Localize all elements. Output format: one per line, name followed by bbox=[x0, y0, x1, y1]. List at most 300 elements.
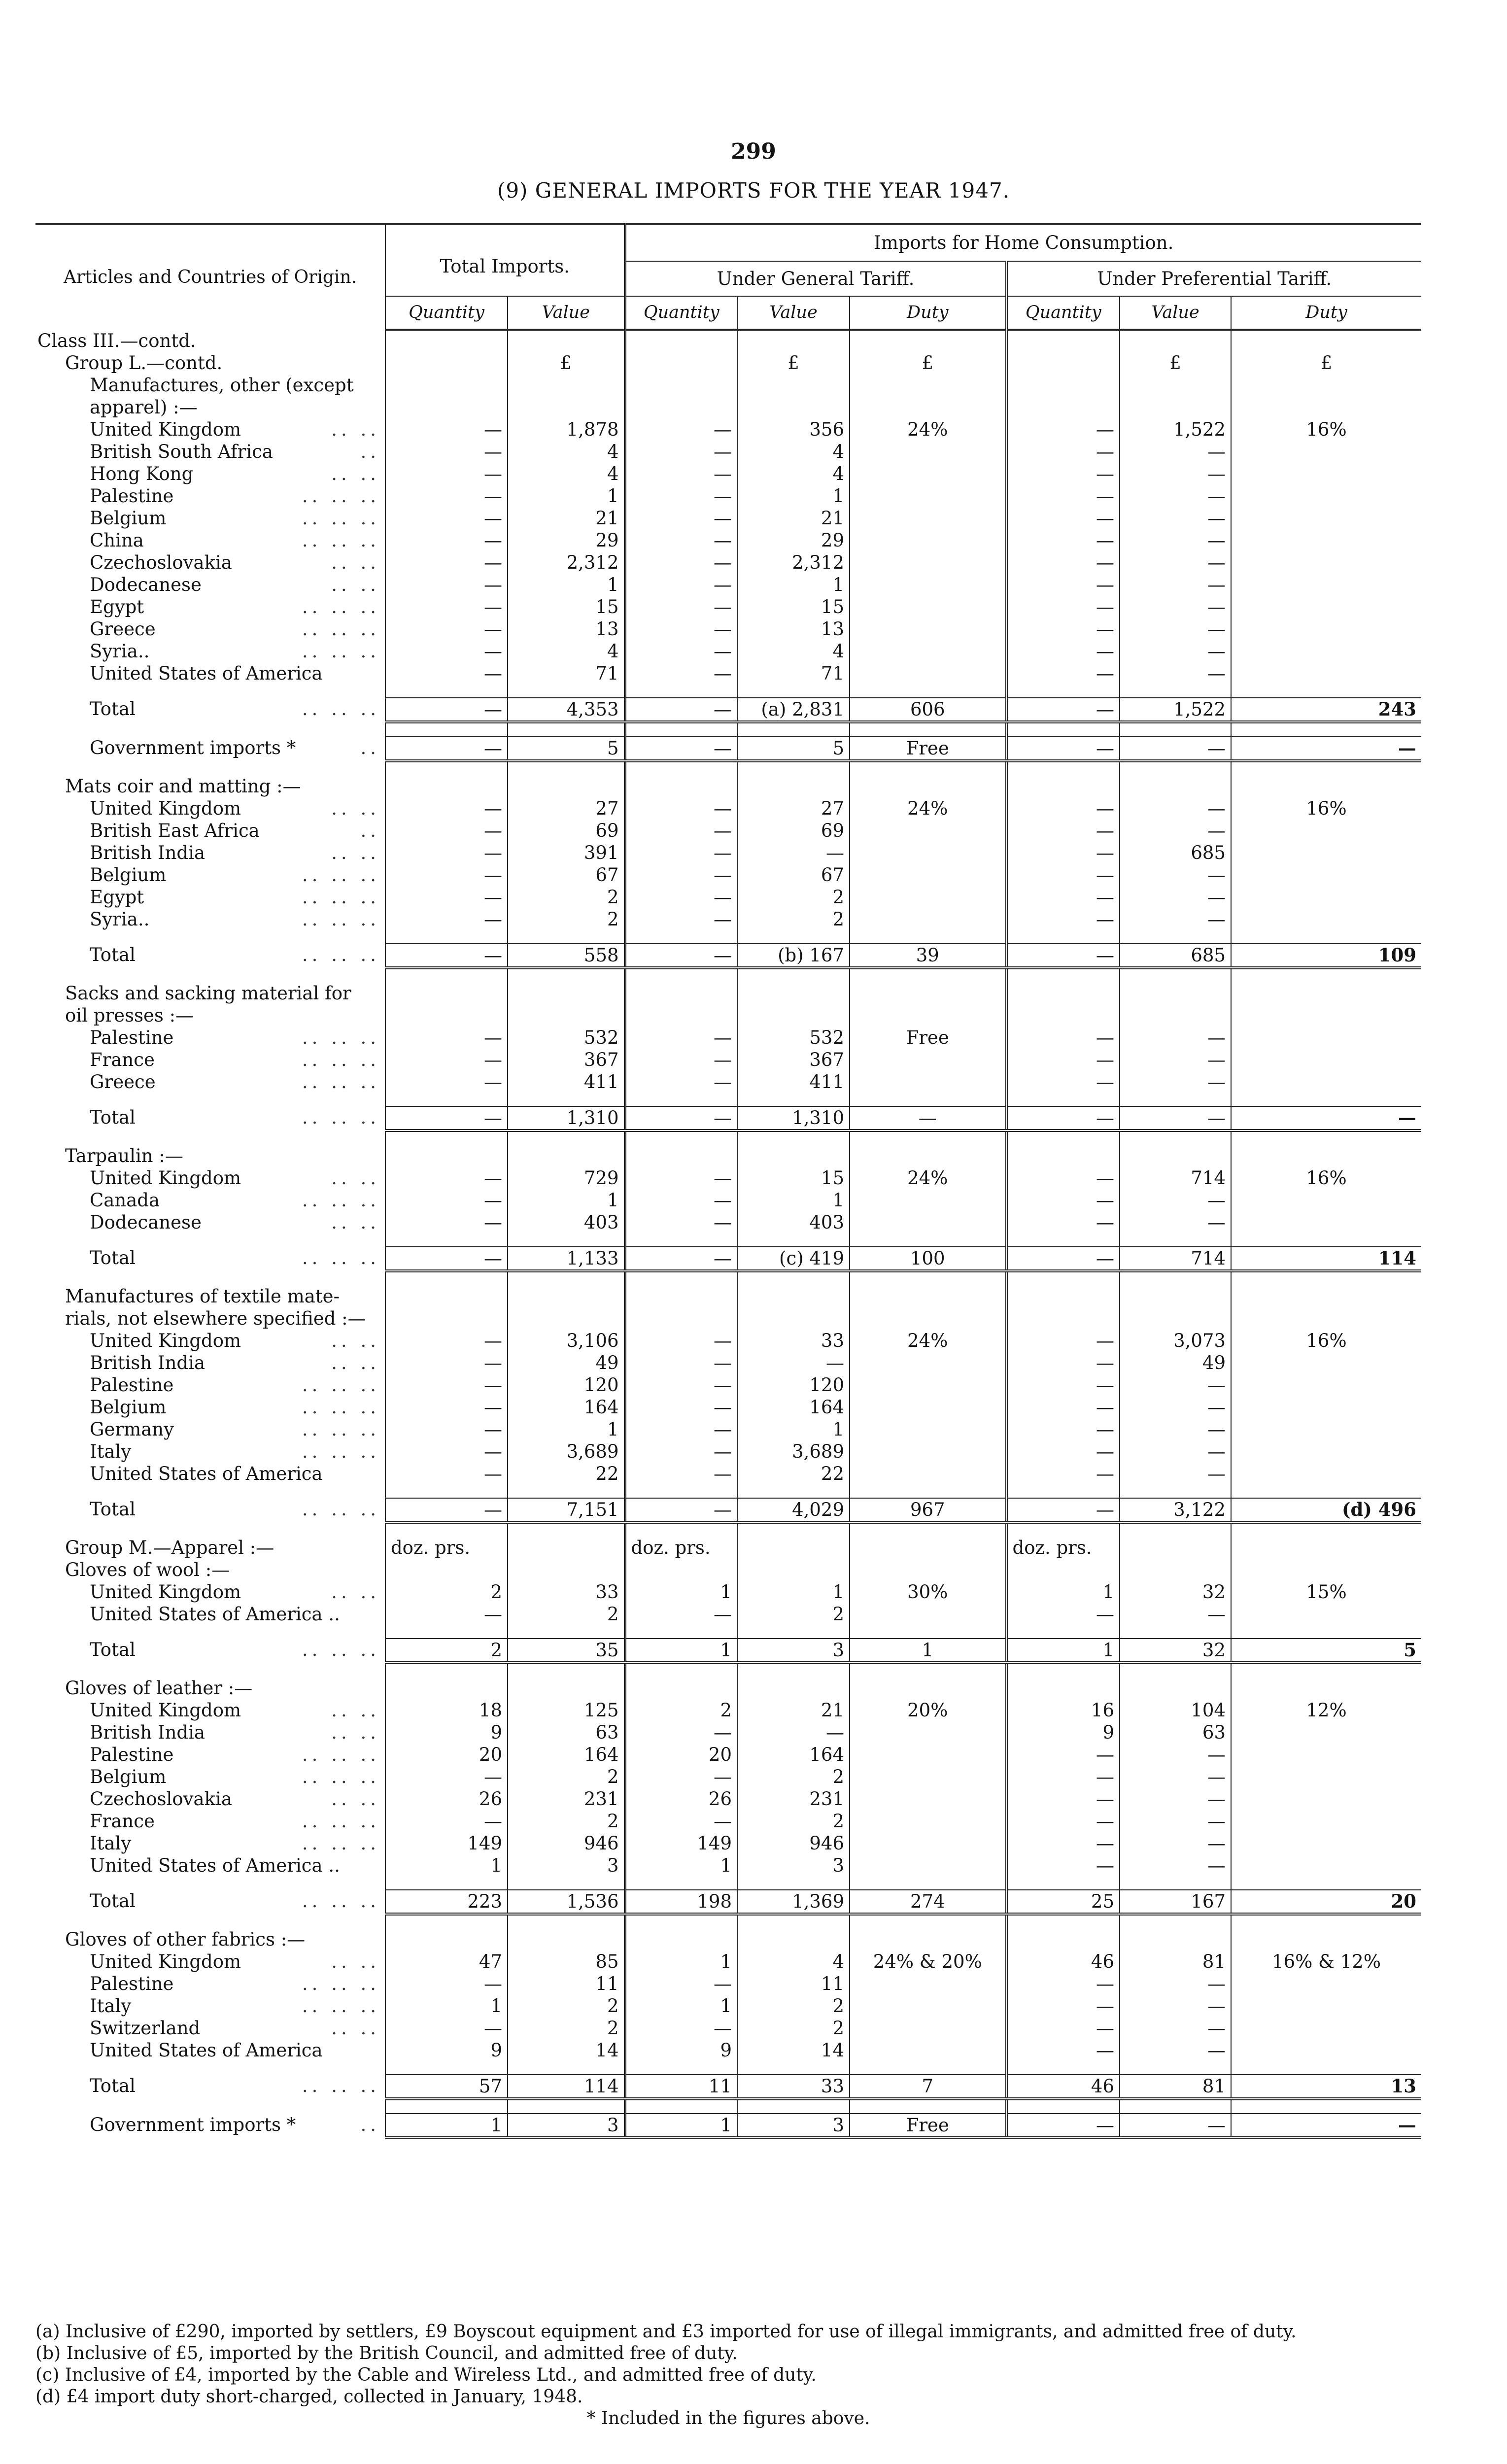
table-row bbox=[35, 1699, 1421, 1721]
general-quantity-cell: — bbox=[625, 1463, 737, 1485]
pref-quantity-cell: — bbox=[1006, 640, 1120, 662]
total-quantity-cell bbox=[385, 1928, 508, 1951]
general-quantity-cell bbox=[625, 1004, 737, 1027]
pref-quantity-cell bbox=[1006, 1677, 1120, 1699]
leader-dots: .. .. .. bbox=[302, 485, 380, 507]
row-label-text: oil presses :— bbox=[65, 1005, 194, 1026]
general-quantity-cell: — bbox=[625, 1810, 737, 1832]
pref-duty-cell bbox=[1231, 330, 1421, 352]
table-row bbox=[35, 1049, 1421, 1071]
row-label bbox=[35, 1440, 385, 1463]
spacer-cell bbox=[385, 684, 508, 698]
total-value-cell: 1,878 bbox=[508, 418, 625, 441]
row-label bbox=[35, 485, 385, 507]
spacer-cell bbox=[625, 1914, 737, 1928]
row-label-text: British India bbox=[90, 1722, 206, 1743]
general-quantity-cell: 9 bbox=[625, 2039, 737, 2061]
general-quantity-cell: — bbox=[625, 1973, 737, 1995]
spacer-cell bbox=[385, 2061, 508, 2075]
spacer-cell bbox=[850, 1877, 1006, 1890]
total-value-cell bbox=[508, 982, 625, 1004]
pref-value-cell: — bbox=[1120, 1071, 1231, 1093]
table-row bbox=[35, 1071, 1421, 1093]
general-duty-cell: 606 bbox=[850, 698, 1006, 722]
general-duty-cell: 39 bbox=[850, 944, 1006, 968]
general-quantity-cell: — bbox=[625, 1247, 737, 1271]
pref-duty-cell bbox=[1231, 374, 1421, 396]
general-duty-cell bbox=[850, 507, 1006, 529]
general-value-cell: 367 bbox=[737, 1049, 850, 1071]
heading-row bbox=[35, 374, 1421, 396]
total-value-cell: 3,106 bbox=[508, 1330, 625, 1352]
general-duty-cell: £ bbox=[850, 352, 1006, 374]
general-duty-cell bbox=[850, 374, 1006, 396]
spacer-cell bbox=[1231, 2099, 1421, 2114]
spacer-cell bbox=[508, 1663, 625, 1677]
spacer-cell bbox=[1006, 1522, 1120, 1537]
general-quantity-cell: 2 bbox=[625, 1699, 737, 1721]
total-value-cell: 391 bbox=[508, 842, 625, 864]
spacer-cell bbox=[385, 1877, 508, 1890]
spacer-cell bbox=[1120, 1485, 1231, 1498]
general-quantity-cell: — bbox=[625, 640, 737, 662]
pref-quantity-cell: — bbox=[1006, 1418, 1120, 1440]
heading-row bbox=[35, 330, 1421, 352]
row-label-text: Palestine bbox=[90, 1744, 174, 1765]
general-quantity-cell: 149 bbox=[625, 1832, 737, 1854]
leader-dots: .. bbox=[360, 820, 380, 841]
pref-quantity-cell: — bbox=[1006, 1603, 1120, 1625]
general-value-cell bbox=[737, 775, 850, 797]
leader-dots: .. .. bbox=[331, 1951, 380, 1972]
spacer-cell bbox=[625, 2061, 737, 2075]
row-label-text: Manufactures of textile mate- bbox=[65, 1286, 340, 1307]
row-label bbox=[35, 507, 385, 529]
pref-quantity-cell bbox=[1006, 1145, 1120, 1167]
spacer-cell bbox=[850, 1914, 1006, 1928]
row-label-text: Total bbox=[90, 1890, 136, 1912]
spacer-cell bbox=[1006, 1914, 1120, 1928]
pref-quantity-cell bbox=[1006, 396, 1120, 418]
general-duty-cell bbox=[850, 1677, 1006, 1699]
pref-quantity-cell: — bbox=[1006, 698, 1120, 722]
general-value-cell: 231 bbox=[737, 1788, 850, 1810]
leader-dots: .. .. .. bbox=[302, 508, 380, 529]
pref-value-cell: — bbox=[1120, 864, 1231, 886]
general-duty-cell: Free bbox=[850, 737, 1006, 761]
spacer-row bbox=[35, 1877, 1421, 1890]
row-label bbox=[35, 1498, 385, 1522]
preferential-duty-header: Duty bbox=[1231, 296, 1421, 330]
pref-quantity-cell: — bbox=[1006, 1995, 1120, 2017]
general-value-cell: 164 bbox=[737, 1396, 850, 1418]
spacer-cell bbox=[1120, 1271, 1231, 1285]
spacer-cell bbox=[508, 1271, 625, 1285]
pref-value-cell: 63 bbox=[1120, 1721, 1231, 1744]
spacer-cell bbox=[35, 1877, 385, 1890]
general-quantity-cell: — bbox=[625, 797, 737, 820]
total-quantity-cell bbox=[385, 1559, 508, 1581]
pref-value-cell bbox=[1120, 396, 1231, 418]
spacer-cell bbox=[1231, 1271, 1421, 1285]
row-label bbox=[35, 1603, 385, 1625]
row-label-text: United States of America bbox=[90, 2040, 323, 2061]
general-value-cell bbox=[737, 1307, 850, 1330]
spacer-row bbox=[35, 1485, 1421, 1498]
heading-row bbox=[35, 982, 1421, 1004]
pref-value-cell: — bbox=[1120, 463, 1231, 485]
row-label bbox=[35, 640, 385, 662]
total-quantity-cell bbox=[385, 374, 508, 396]
spacer-cell bbox=[737, 1485, 850, 1498]
pref-duty-cell bbox=[1231, 1677, 1421, 1699]
general-duty-cell bbox=[850, 1603, 1006, 1625]
row-label bbox=[35, 596, 385, 618]
spacer-cell bbox=[35, 722, 385, 737]
general-duty-cell bbox=[850, 1189, 1006, 1211]
general-value-cell: — bbox=[737, 1721, 850, 1744]
spacer-cell bbox=[1231, 930, 1421, 944]
row-label bbox=[35, 982, 385, 1004]
pref-value-cell: — bbox=[1120, 1027, 1231, 1049]
general-quantity-cell: — bbox=[625, 698, 737, 722]
general-value-cell: 3,689 bbox=[737, 1440, 850, 1463]
spacer-cell bbox=[35, 1625, 385, 1639]
total-quantity-cell bbox=[385, 1677, 508, 1699]
spacer-cell bbox=[1006, 761, 1120, 775]
row-label-text: United Kingdom bbox=[90, 419, 241, 440]
general-quantity-cell: — bbox=[625, 507, 737, 529]
row-label bbox=[35, 1285, 385, 1307]
general-quantity-cell: — bbox=[625, 1189, 737, 1211]
general-value-cell: 4 bbox=[737, 463, 850, 485]
row-label bbox=[35, 1189, 385, 1211]
general-duty-cell bbox=[850, 551, 1006, 574]
general-duty-cell: 24% bbox=[850, 1330, 1006, 1352]
general-duty-cell bbox=[850, 886, 1006, 908]
spacer-cell bbox=[385, 1663, 508, 1677]
spacer-cell bbox=[850, 1130, 1006, 1145]
spacer-cell bbox=[625, 968, 737, 982]
leader-dots: .. .. .. bbox=[302, 1973, 380, 1994]
row-label-text: Egypt bbox=[90, 887, 144, 908]
pref-quantity-cell: — bbox=[1006, 1810, 1120, 1832]
pref-duty-cell: (d) 496 bbox=[1231, 1498, 1421, 1522]
total-quantity-cell: 1 bbox=[385, 1995, 508, 2017]
row-label-text: Total bbox=[90, 944, 136, 965]
general-duty-cell: 967 bbox=[850, 1498, 1006, 1522]
row-label bbox=[35, 1995, 385, 2017]
general-quantity-cell: — bbox=[625, 908, 737, 930]
row-label-text: Italy bbox=[90, 1833, 132, 1854]
row-label-text: Total bbox=[90, 1639, 136, 1660]
spacer-cell bbox=[35, 1914, 385, 1928]
total-value-cell: 63 bbox=[508, 1721, 625, 1744]
total-quantity-cell bbox=[385, 1307, 508, 1330]
spacer-cell bbox=[1006, 1625, 1120, 1639]
pref-value-cell: — bbox=[1120, 737, 1231, 761]
total-quantity-cell: — bbox=[385, 1106, 508, 1130]
spacer-cell bbox=[737, 1093, 850, 1106]
asterisk-note: * Included in the figures above. bbox=[586, 2408, 870, 2429]
row-label-text: Class III.—contd. bbox=[37, 330, 196, 351]
total-quantity-cell: — bbox=[385, 485, 508, 507]
spacer-cell bbox=[1006, 1093, 1120, 1106]
table-row bbox=[35, 1951, 1421, 1973]
spacer-cell bbox=[1120, 1625, 1231, 1639]
leader-dots: .. .. .. bbox=[302, 1833, 380, 1854]
pref-quantity-cell: — bbox=[1006, 551, 1120, 574]
footnote-b: (b) Inclusive of £5, imported by the British Council, and admitted free of duty. bbox=[35, 2343, 738, 2363]
row-label-text: Belgium bbox=[90, 1766, 167, 1787]
preferential-quantity-header: Quantity bbox=[1006, 296, 1120, 330]
pref-duty-cell bbox=[1231, 618, 1421, 640]
pref-duty-cell bbox=[1231, 1832, 1421, 1854]
spacer-cell bbox=[1006, 930, 1120, 944]
heading-row bbox=[35, 1559, 1421, 1581]
pref-duty-cell: 16% bbox=[1231, 797, 1421, 820]
general-value-cell bbox=[737, 374, 850, 396]
general-duty-cell bbox=[850, 1744, 1006, 1766]
total-value-cell bbox=[508, 775, 625, 797]
row-label-text: Germany bbox=[90, 1419, 174, 1440]
leader-dots: .. .. .. bbox=[302, 864, 380, 886]
general-quantity-cell bbox=[625, 352, 737, 374]
general-duty-cell bbox=[850, 396, 1006, 418]
general-duty-cell bbox=[850, 1374, 1006, 1396]
general-value-cell: 4,029 bbox=[737, 1498, 850, 1522]
pref-quantity-cell: — bbox=[1006, 1211, 1120, 1233]
spacer-cell bbox=[625, 1233, 737, 1247]
pref-quantity-cell: — bbox=[1006, 944, 1120, 968]
general-quantity-cell: — bbox=[625, 441, 737, 463]
total-row bbox=[35, 698, 1421, 722]
total-imports-header: Total Imports. bbox=[385, 224, 625, 296]
pref-duty-cell: — bbox=[1231, 737, 1421, 761]
pref-quantity-cell: 46 bbox=[1006, 2075, 1120, 2099]
heading-row bbox=[35, 1004, 1421, 1027]
general-duty-cell bbox=[850, 820, 1006, 842]
pref-quantity-cell: — bbox=[1006, 2017, 1120, 2039]
row-label-text: apparel) :— bbox=[90, 397, 198, 418]
spacer-cell bbox=[850, 684, 1006, 698]
total-quantity-cell: — bbox=[385, 1603, 508, 1625]
heading-row bbox=[35, 1285, 1421, 1307]
general-quantity-cell: — bbox=[625, 2017, 737, 2039]
pref-duty-cell bbox=[1231, 886, 1421, 908]
general-value-cell: 120 bbox=[737, 1374, 850, 1396]
spacer-cell bbox=[508, 1877, 625, 1890]
row-label-text: United States of America .. bbox=[90, 1604, 340, 1625]
pref-duty-cell bbox=[1231, 864, 1421, 886]
spacer-cell bbox=[850, 761, 1006, 775]
pref-duty-cell: 20 bbox=[1231, 1890, 1421, 1914]
spacer-cell bbox=[1006, 1233, 1120, 1247]
spacer-cell bbox=[1231, 1130, 1421, 1145]
spacer-cell bbox=[1120, 1093, 1231, 1106]
pref-duty-cell: 15% bbox=[1231, 1581, 1421, 1603]
row-label bbox=[35, 1973, 385, 1995]
total-value-cell: 4,353 bbox=[508, 698, 625, 722]
leader-dots: .. .. .. bbox=[302, 1419, 380, 1440]
total-value-cell: 4 bbox=[508, 640, 625, 662]
spacer-cell bbox=[1231, 1877, 1421, 1890]
leader-dots: .. .. .. bbox=[302, 1071, 380, 1093]
general-value-cell: 2 bbox=[737, 2017, 850, 2039]
general-quantity-cell: — bbox=[625, 485, 737, 507]
general-duty-cell bbox=[850, 574, 1006, 596]
spacer-cell bbox=[1120, 1663, 1231, 1677]
row-label-text: Palestine bbox=[90, 1973, 174, 1994]
pref-value-cell: 685 bbox=[1120, 944, 1231, 968]
pref-quantity-cell bbox=[1006, 1559, 1120, 1581]
pref-value-cell bbox=[1120, 374, 1231, 396]
pref-quantity-cell bbox=[1006, 982, 1120, 1004]
table-row bbox=[35, 1854, 1421, 1877]
general-quantity-cell: — bbox=[625, 1440, 737, 1463]
spacer-cell bbox=[737, 1271, 850, 1285]
pref-duty-cell bbox=[1231, 1189, 1421, 1211]
pref-quantity-cell: — bbox=[1006, 908, 1120, 930]
total-quantity-cell: — bbox=[385, 1498, 508, 1522]
total-quantity-cell: 2 bbox=[385, 1639, 508, 1663]
row-label bbox=[35, 574, 385, 596]
spacer-cell bbox=[1120, 1914, 1231, 1928]
pref-value-cell: — bbox=[1120, 574, 1231, 596]
row-label bbox=[35, 352, 385, 374]
pref-quantity-cell: — bbox=[1006, 507, 1120, 529]
table-row bbox=[35, 1189, 1421, 1211]
pref-duty-cell bbox=[1231, 1145, 1421, 1167]
pref-quantity-cell bbox=[1006, 1285, 1120, 1307]
general-duty-cell bbox=[850, 1418, 1006, 1440]
pref-value-cell: — bbox=[1120, 1854, 1231, 1877]
general-duty-cell bbox=[850, 596, 1006, 618]
spacer-cell bbox=[35, 1233, 385, 1247]
total-value-cell: 114 bbox=[508, 2075, 625, 2099]
spacer-cell bbox=[737, 1914, 850, 1928]
table-row bbox=[35, 864, 1421, 886]
table-row bbox=[35, 2039, 1421, 2061]
spacer-cell bbox=[1006, 2061, 1120, 2075]
spacer-cell bbox=[1231, 722, 1421, 737]
general-value-cell: 3 bbox=[737, 1639, 850, 1663]
heading-row bbox=[35, 352, 1421, 374]
total-quantity-cell: — bbox=[385, 737, 508, 761]
row-label bbox=[35, 1307, 385, 1330]
row-label-text: Government imports * bbox=[90, 2114, 296, 2135]
spacer-cell bbox=[1006, 1485, 1120, 1498]
pref-quantity-cell: — bbox=[1006, 1106, 1120, 1130]
general-duty-cell: 20% bbox=[850, 1699, 1006, 1721]
row-label bbox=[35, 1951, 385, 1973]
row-label-text: China bbox=[90, 530, 144, 551]
general-quantity-cell: — bbox=[625, 1071, 737, 1093]
pref-duty-cell bbox=[1231, 1027, 1421, 1049]
spacer-cell bbox=[1231, 1233, 1421, 1247]
leader-dots: .. bbox=[360, 441, 380, 462]
general-value-cell: (a) 2,831 bbox=[737, 698, 850, 722]
pref-duty-cell bbox=[1231, 463, 1421, 485]
total-value-cell: £ bbox=[508, 352, 625, 374]
total-value-cell: 403 bbox=[508, 1211, 625, 1233]
spacer-row bbox=[35, 1093, 1421, 1106]
general-duty-cell bbox=[850, 1352, 1006, 1374]
pref-quantity-cell: — bbox=[1006, 574, 1120, 596]
spacer-cell bbox=[35, 2061, 385, 2075]
footnote-c: (c) Inclusive of £4, imported by the Cable and Wireless Ltd., and admitted free of duty. bbox=[35, 2365, 817, 2385]
general-value-cell: 29 bbox=[737, 529, 850, 551]
total-value-cell bbox=[508, 1537, 625, 1559]
total-value-cell: 5 bbox=[508, 737, 625, 761]
total-value-cell bbox=[508, 1677, 625, 1699]
total-quantity-cell bbox=[385, 1145, 508, 1167]
total-value-cell: 3 bbox=[508, 2114, 625, 2138]
spacer-cell bbox=[850, 1522, 1006, 1537]
general-value-cell: 14 bbox=[737, 2039, 850, 2061]
general-value-cell: 1,369 bbox=[737, 1890, 850, 1914]
leader-dots: .. .. .. bbox=[302, 1247, 380, 1268]
pref-value-cell: — bbox=[1120, 596, 1231, 618]
preferential-tariff-header: Under Preferential Tariff. bbox=[1006, 261, 1421, 296]
general-quantity-cell bbox=[625, 374, 737, 396]
row-label-text: Total bbox=[90, 2075, 136, 2096]
spacer-cell bbox=[850, 1271, 1006, 1285]
pref-duty-cell bbox=[1231, 1928, 1421, 1951]
leader-dots: .. bbox=[360, 2114, 380, 2135]
general-duty-cell bbox=[850, 618, 1006, 640]
row-label-text: British India bbox=[90, 1352, 206, 1373]
pref-quantity-cell: 25 bbox=[1006, 1890, 1120, 1914]
spacer-cell bbox=[737, 1130, 850, 1145]
spacer-cell bbox=[1120, 761, 1231, 775]
pref-quantity-cell: — bbox=[1006, 596, 1120, 618]
general-duty-cell: 24% bbox=[850, 797, 1006, 820]
total-value-cell: 27 bbox=[508, 797, 625, 820]
table-row bbox=[35, 1374, 1421, 1396]
spacer-cell bbox=[1006, 968, 1120, 982]
total-value-cell: 49 bbox=[508, 1352, 625, 1374]
spacer-cell bbox=[1231, 2061, 1421, 2075]
pref-value-cell: 32 bbox=[1120, 1581, 1231, 1603]
spacer-cell bbox=[35, 968, 385, 982]
row-label-text: United States of America .. bbox=[90, 1855, 340, 1876]
spacer-cell bbox=[625, 930, 737, 944]
total-value-cell: 2 bbox=[508, 886, 625, 908]
spacer-cell bbox=[850, 2061, 1006, 2075]
row-label bbox=[35, 330, 385, 352]
spacer-cell bbox=[508, 684, 625, 698]
spacer-cell bbox=[625, 722, 737, 737]
row-label bbox=[35, 1418, 385, 1440]
general-value-cell: 3 bbox=[737, 2114, 850, 2138]
spacer-cell bbox=[850, 1485, 1006, 1498]
total-value-cell: 4 bbox=[508, 441, 625, 463]
row-label bbox=[35, 1396, 385, 1418]
general-value-cell: 946 bbox=[737, 1832, 850, 1854]
total-quantity-cell: 9 bbox=[385, 1721, 508, 1744]
total-value-cell: 125 bbox=[508, 1699, 625, 1721]
pref-quantity-cell: doz. prs. bbox=[1006, 1537, 1120, 1559]
spacer-cell bbox=[35, 1093, 385, 1106]
general-quantity-cell: 1 bbox=[625, 1639, 737, 1663]
general-duty-cell bbox=[850, 485, 1006, 507]
spacer-cell bbox=[1231, 684, 1421, 698]
general-duty-cell bbox=[850, 1832, 1006, 1854]
pref-value-cell: — bbox=[1120, 1810, 1231, 1832]
total-value-cell bbox=[508, 1928, 625, 1951]
general-value-cell bbox=[737, 1928, 850, 1951]
